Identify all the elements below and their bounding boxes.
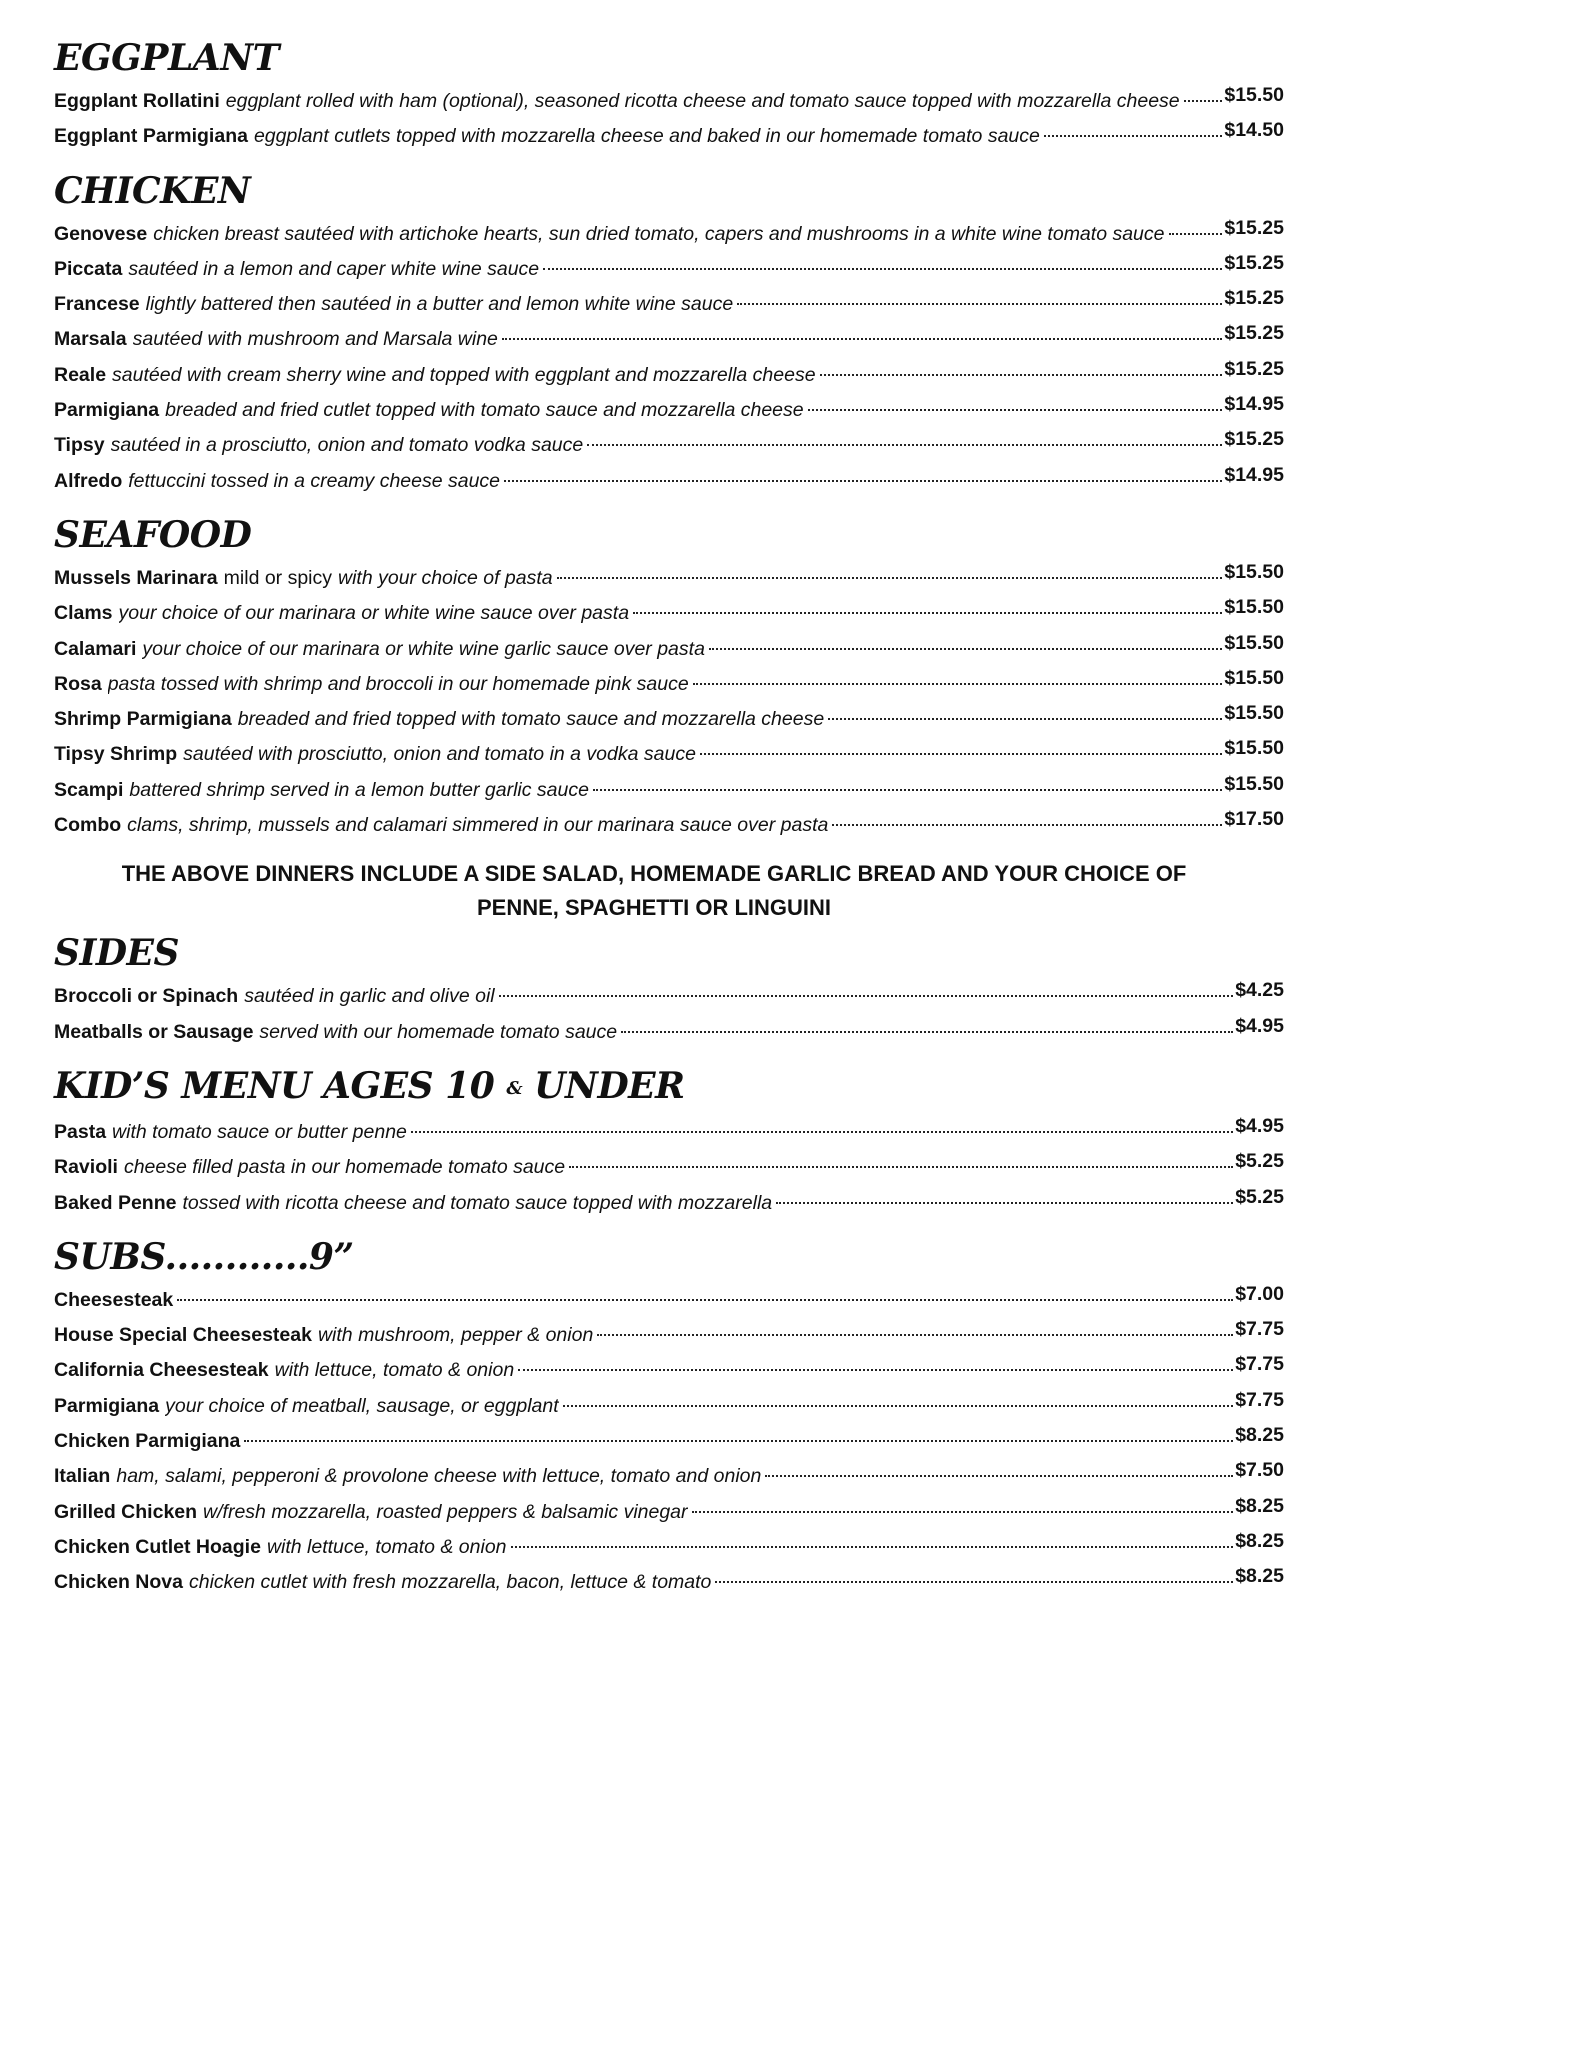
dot-leader <box>776 1202 1233 1204</box>
item-name: Rosa <box>54 672 102 695</box>
item-price: $15.50 <box>1224 772 1284 795</box>
item-description: with lettuce, tomato & onion <box>266 1535 507 1558</box>
item-price: $15.50 <box>1224 84 1284 106</box>
item-name: Cheesesteak <box>54 1288 174 1311</box>
item-name: Tipsy Shrimp <box>54 743 178 766</box>
dot-leader <box>177 1299 1233 1301</box>
dot-leader <box>563 1405 1234 1407</box>
item-description: your choice of our marinara or white wine sauce over pasta <box>118 602 630 625</box>
item-name: Eggplant Parmigiana <box>54 125 248 148</box>
menu-item <box>54 1283 1284 1318</box>
menu-item <box>54 1565 1284 1600</box>
item-name: House Special Cheesesteak <box>54 1324 312 1347</box>
menu-item <box>54 252 1284 287</box>
kids-title-start: KID’S MENU AGES 10 <box>54 1064 495 1107</box>
item-price: $15.50 <box>1224 596 1284 619</box>
item-description: lightly battered then sautéed in a butter and lemon white wine sauce <box>145 293 734 316</box>
menu-item <box>54 737 1284 772</box>
section-title: SEAFOOD <box>54 513 252 556</box>
menu-item <box>54 808 1284 843</box>
item-price: $4.95 <box>1235 1114 1284 1137</box>
menu-item <box>54 1318 1284 1353</box>
menu-item <box>54 1459 1284 1494</box>
dot-leader <box>693 683 1223 685</box>
item-list <box>54 979 1284 1050</box>
item-name: Reale <box>54 363 107 386</box>
section-kids-menu <box>54 1064 1284 1221</box>
item-price: $15.50 <box>1224 702 1284 725</box>
item-name: Chicken Cutlet Hoagie <box>54 1535 261 1558</box>
section-seafood <box>54 513 1284 843</box>
item-name: Meatballs or Sausage <box>54 1020 254 1043</box>
item-name: Francese <box>54 293 140 316</box>
menu-item <box>54 1015 1284 1050</box>
section-title: CHICKEN <box>54 169 251 212</box>
dot-leader <box>518 1369 1233 1371</box>
dot-leader <box>1044 135 1222 137</box>
menu-item <box>54 428 1284 463</box>
dot-leader <box>504 480 1222 482</box>
item-description: your choice of our marinara or white wine garlic sauce over pasta <box>142 637 705 660</box>
item-list <box>54 84 1284 155</box>
item-description: sautéed with mushroom and Marsala wine <box>132 328 498 351</box>
item-name: California Cheesesteak <box>54 1359 269 1382</box>
item-description: cheese filled pasta in our homemade tomato sauce <box>123 1156 566 1179</box>
kids-title-end: UNDER <box>534 1064 685 1107</box>
item-price: $15.25 <box>1224 322 1284 345</box>
item-price: $8.25 <box>1235 1565 1284 1588</box>
menu-item <box>54 702 1284 737</box>
dot-leader <box>511 1546 1234 1548</box>
item-price: $15.25 <box>1224 428 1284 451</box>
item-name: Ravioli <box>54 1156 118 1179</box>
menu-item <box>54 84 1284 119</box>
item-name: Chicken Nova <box>54 1571 183 1594</box>
menu-item <box>54 1495 1284 1530</box>
section-title: SIDES <box>54 932 179 975</box>
notice-line-2: PENNE, SPAGHETTI OR LINGUINI <box>476 895 832 921</box>
item-price: $14.95 <box>1224 463 1284 486</box>
item-description: eggplant cutlets topped with mozzarella cheese and baked in our homemade tomato sauce <box>253 125 1040 148</box>
item-name: Scampi <box>54 778 124 801</box>
item-description: eggplant rolled with ham (optional), seasoned ricotta cheese and tomato sauce topped with mozzarella cheese <box>225 90 1180 112</box>
item-list <box>54 561 1284 843</box>
notice-line-1: THE ABOVE DINNERS INCLUDE A SIDE SALAD, HOMEMADE GARLIC BREAD AND YOUR CHOICE OF <box>121 861 1187 887</box>
dot-leader <box>1184 100 1223 102</box>
menu-item <box>54 358 1284 393</box>
dot-leader <box>543 268 1222 270</box>
item-price: $15.50 <box>1224 560 1284 583</box>
menu-item <box>54 773 1284 808</box>
kids-title-amp: & <box>506 1077 523 1099</box>
item-description: chicken cutlet with fresh mozzarella, bacon, lettuce & tomato <box>188 1571 712 1594</box>
item-name: Combo <box>54 814 122 837</box>
item-description: sautéed with prosciutto, onion and tomato in a vodka sauce <box>183 743 696 766</box>
menu-item <box>54 979 1284 1014</box>
item-name: Shrimp Parmigiana <box>54 708 232 731</box>
item-list <box>54 1115 1284 1221</box>
dot-leader <box>502 338 1222 340</box>
menu-item <box>54 322 1284 357</box>
item-description: breaded and fried topped with tomato sauce and mozzarella cheese <box>237 708 825 731</box>
dot-leader <box>715 1581 1233 1583</box>
dot-leader <box>633 612 1222 614</box>
menu-item <box>54 1353 1284 1388</box>
item-price: $7.75 <box>1235 1388 1284 1411</box>
dot-leader <box>587 444 1222 446</box>
item-name: Grilled Chicken <box>54 1500 198 1523</box>
item-list <box>54 1283 1284 1601</box>
item-name: Clams <box>54 602 113 625</box>
item-name: Parmigiana <box>54 399 160 422</box>
item-price: $15.25 <box>1224 287 1284 310</box>
item-description: tossed with ricotta cheese and tomato sauce topped with mozzarella <box>182 1191 773 1214</box>
menu-item <box>54 1150 1284 1185</box>
item-name: Broccoli or Spinach <box>54 985 239 1008</box>
item-name: Piccata <box>54 257 123 280</box>
item-description: your choice of meatball, sausage, or eggplant <box>165 1394 559 1417</box>
item-price: $15.25 <box>1224 251 1284 274</box>
menu-item <box>54 1530 1284 1565</box>
menu-item <box>54 1424 1284 1459</box>
item-name: Tipsy <box>54 434 105 457</box>
menu-item <box>54 287 1284 322</box>
item-price: $4.25 <box>1235 979 1284 1002</box>
dot-leader <box>820 374 1223 376</box>
item-description: ham, salami, pepperoni & provolone cheese with lettuce, tomato and onion <box>116 1465 762 1488</box>
item-description: with lettuce, tomato & onion <box>274 1359 515 1382</box>
section-title: EGGPLANT <box>54 37 279 79</box>
item-price: $4.95 <box>1235 1014 1284 1037</box>
item-description: sautéed in a lemon and caper white wine sauce <box>128 257 540 280</box>
item-price: $15.50 <box>1224 666 1284 689</box>
menu-item <box>54 119 1284 154</box>
menu-item <box>54 1186 1284 1221</box>
item-name: Chicken Parmigiana <box>54 1430 241 1453</box>
item-description: served with our homemade tomato sauce <box>259 1020 618 1043</box>
section-sides <box>54 931 1284 1050</box>
item-description: chicken breast sautéed with artichoke hearts, sun dried tomato, capers and mushrooms in a white wine tomato sauce <box>153 222 1165 245</box>
section-title <box>54 1064 1284 1111</box>
item-note: mild or spicy <box>223 566 333 589</box>
item-price: $7.00 <box>1235 1282 1284 1305</box>
item-description: pasta tossed with shrimp and broccoli in our homemade pink sauce <box>107 672 689 695</box>
dot-leader <box>828 718 1222 720</box>
item-price: $5.25 <box>1235 1185 1284 1208</box>
dot-leader <box>692 1511 1234 1513</box>
section-chicken <box>54 169 1284 499</box>
section-title: SUBS............9” <box>54 1235 354 1278</box>
item-description: clams, shrimp, mussels and calamari simmered in our marinara sauce over pasta <box>127 814 829 837</box>
item-price: $7.50 <box>1235 1459 1284 1482</box>
dot-leader <box>597 1334 1233 1336</box>
dinner-notice <box>54 857 1284 925</box>
item-description: sautéed in a prosciutto, onion and tomato vodka sauce <box>110 434 584 457</box>
item-price: $8.25 <box>1235 1424 1284 1447</box>
item-name: Italian <box>54 1465 111 1488</box>
item-name: Mussels Marinara <box>54 566 218 589</box>
item-price: $14.50 <box>1224 119 1284 142</box>
dot-leader <box>700 753 1222 755</box>
menu-item <box>54 561 1284 596</box>
section-subs <box>54 1235 1284 1601</box>
item-price: $8.25 <box>1235 1529 1284 1552</box>
menu-content <box>54 36 1284 1615</box>
dot-leader <box>593 789 1222 791</box>
dot-leader <box>765 1475 1233 1477</box>
item-price: $14.95 <box>1224 393 1284 416</box>
dot-leader <box>499 995 1234 997</box>
item-description: battered shrimp served in a lemon butter garlic sauce <box>129 778 589 801</box>
item-description: with mushroom, pepper & onion <box>317 1324 594 1347</box>
item-name: Calamari <box>54 637 137 660</box>
dot-leader <box>557 577 1223 579</box>
item-description: breaded and fried cutlet topped with tomato sauce and mozzarella cheese <box>165 399 804 422</box>
dot-leader <box>621 1031 1233 1033</box>
item-name: Pasta <box>54 1120 107 1143</box>
menu-item <box>54 1115 1284 1150</box>
item-price: $8.25 <box>1235 1494 1284 1517</box>
item-description: sautéed with cream sherry wine and topped with eggplant and mozzarella cheese <box>112 363 816 386</box>
item-description: w/fresh mozzarella, roasted peppers & balsamic vinegar <box>203 1500 688 1523</box>
item-name: Baked Penne <box>54 1191 177 1214</box>
item-price: $15.25 <box>1224 216 1284 239</box>
dot-leader <box>832 824 1222 826</box>
menu-item <box>54 1389 1284 1424</box>
dot-leader <box>411 1131 1233 1133</box>
item-name: Parmigiana <box>54 1394 160 1417</box>
dot-leader <box>1169 233 1223 235</box>
menu-item <box>54 393 1284 428</box>
item-description: with tomato sauce or butter penne <box>112 1120 407 1143</box>
menu-item <box>54 464 1284 499</box>
menu-item <box>54 667 1284 702</box>
item-price: $15.25 <box>1224 357 1284 380</box>
item-description: fettuccini tossed in a creamy cheese sauce <box>128 469 501 492</box>
dot-leader <box>737 303 1222 305</box>
item-price: $17.50 <box>1224 808 1284 831</box>
menu-item <box>54 217 1284 252</box>
item-price: $7.75 <box>1235 1318 1284 1341</box>
dot-leader <box>569 1166 1233 1168</box>
item-price: $5.25 <box>1235 1150 1284 1173</box>
dot-leader <box>709 648 1222 650</box>
item-price: $15.50 <box>1224 737 1284 760</box>
item-list <box>54 217 1284 499</box>
item-price: $7.75 <box>1235 1353 1284 1376</box>
item-name: Marsala <box>54 328 127 351</box>
item-description: sautéed in garlic and olive oil <box>244 985 495 1008</box>
item-name: Alfredo <box>54 469 123 492</box>
item-name: Genovese <box>54 222 148 245</box>
section-eggplant <box>54 36 1284 155</box>
item-price: $15.50 <box>1224 631 1284 654</box>
dot-leader <box>808 409 1223 411</box>
item-name: Eggplant Rollatini <box>54 90 220 112</box>
menu-item <box>54 596 1284 631</box>
item-description: with your choice of pasta <box>338 566 553 589</box>
menu-item <box>54 632 1284 667</box>
dot-leader <box>244 1440 1233 1442</box>
